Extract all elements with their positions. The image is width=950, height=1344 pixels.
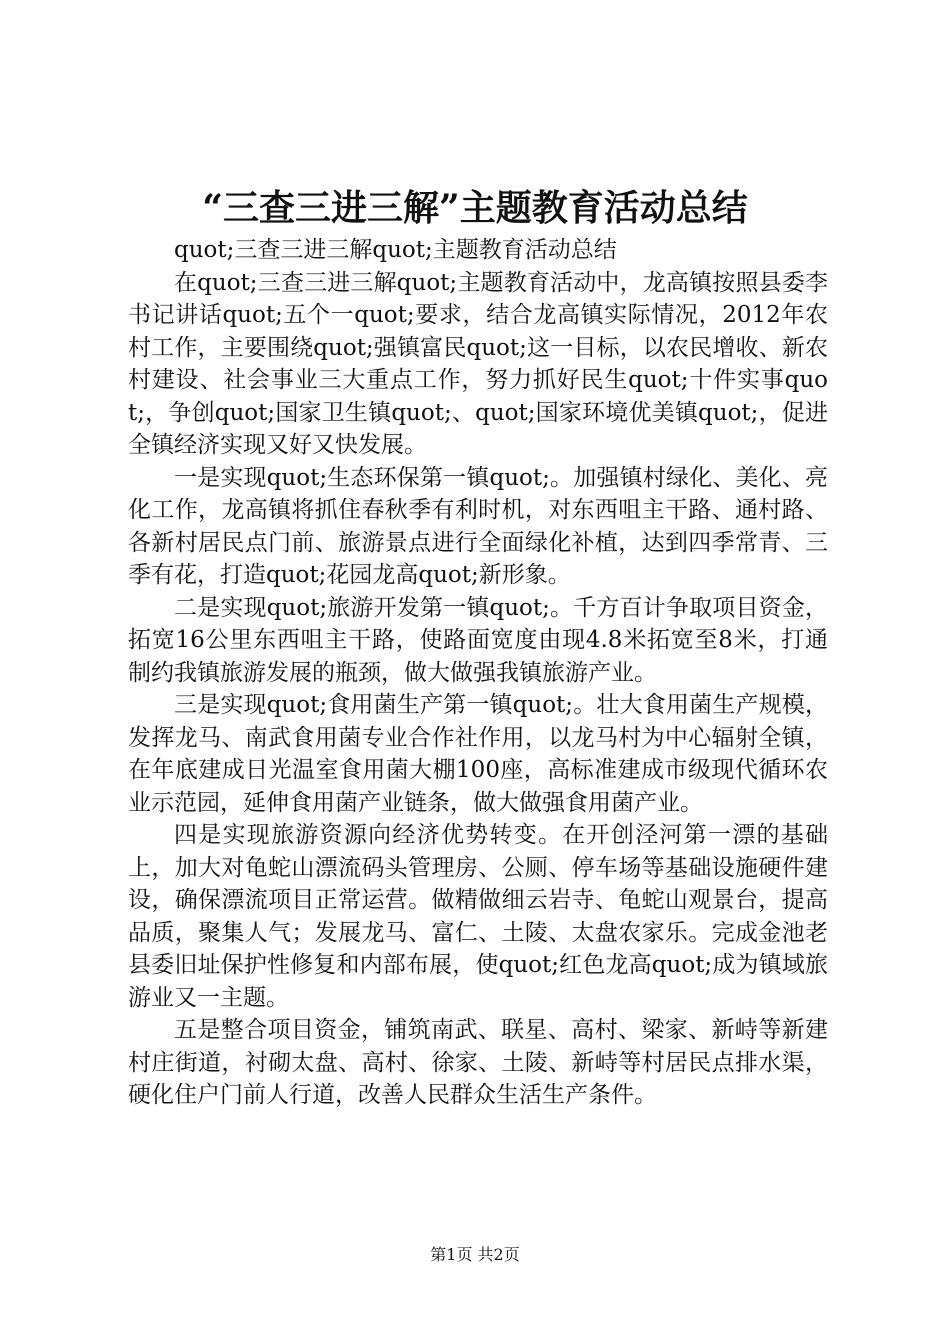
document-body bbox=[128, 234, 828, 1112]
page-number: 第1页 共2页 bbox=[430, 1245, 520, 1264]
body-paragraph: 二是实现quot;旅游开发第一镇quot;。千方百计争取项目资金，拓宽16公里东西咀主干路，使路面宽度由现4.8米拓宽至8米，打通制约我镇旅游发展的瓶颈，做大做强我镇旅游产业。 bbox=[128, 594, 828, 686]
body-paragraph: 五是整合项目资金，铺筑南武、联星、高村、梁家、新峙等新建村庄街道，衬砌太盘、高村、徐家、土陵、新峙等村居民点排水渠，硬化住户门前人行道，改善人民群众生活生产条件。 bbox=[128, 1017, 828, 1108]
body-paragraph: 四是实现旅游资源向经济优势转变。在开创泾河第一漂的基础上，加大对龟蛇山漂流码头管理房、公厕、停车场等基础设施硬件建设，确保漂流项目正常运营。做精做细云岩寺、龟蛇山观景台，提高品质，聚集人气；发展龙马、富仁、土陵、太盘农家乐。完成金池老县委旧址保护性修复和内部布展，使quot;红色龙高quot;成为镇域旅游业又一主题。 bbox=[128, 822, 828, 1011]
document-title: “三查三进三解”主题教育活动总结 bbox=[202, 187, 748, 229]
page-footer bbox=[0, 1243, 950, 1267]
body-paragraph: 一是实现quot;生态环保第一镇quot;。加强镇村绿化、美化、亮化工作，龙高镇将抓住春秋季有利时机，对东西咀主干路、通村路、各新村居民点门前、旅游景点进行全面绿化补植，达到四季常青、三季有花，打造quot;花园龙高quot;新形象。 bbox=[128, 464, 828, 588]
body-paragraph: quot;三查三进三解quot;主题教育活动总结 bbox=[174, 237, 617, 263]
body-paragraph: 在quot;三查三进三解quot;主题教育活动中，龙高镇按照县委李书记讲话quot;五个一quot;要求，结合龙高镇实际情况，2012年农村工作，主要围绕quot;强镇富民quot;这一目标，以农民增收、新农村建设、社会事业三大重点工作，努力抓好民生quot;十件实事quot;，争创quot;国家卫生镇quot;、quot;国家环境优美镇quot;，促进全镇经济实现又好又快发展。 bbox=[128, 269, 828, 458]
body-paragraph: 三是实现quot;食用菌生产第一镇quot;。壮大食用菌生产规模，发挥龙马、南武食用菌专业合作社作用，以龙马村为中心辐射全镇，在年底建成日光温室食用菌大棚100座，高标准建成市级现代循环农业示范园，延伸食用菌产业链条，做大做强食用菌产业。 bbox=[128, 692, 828, 816]
